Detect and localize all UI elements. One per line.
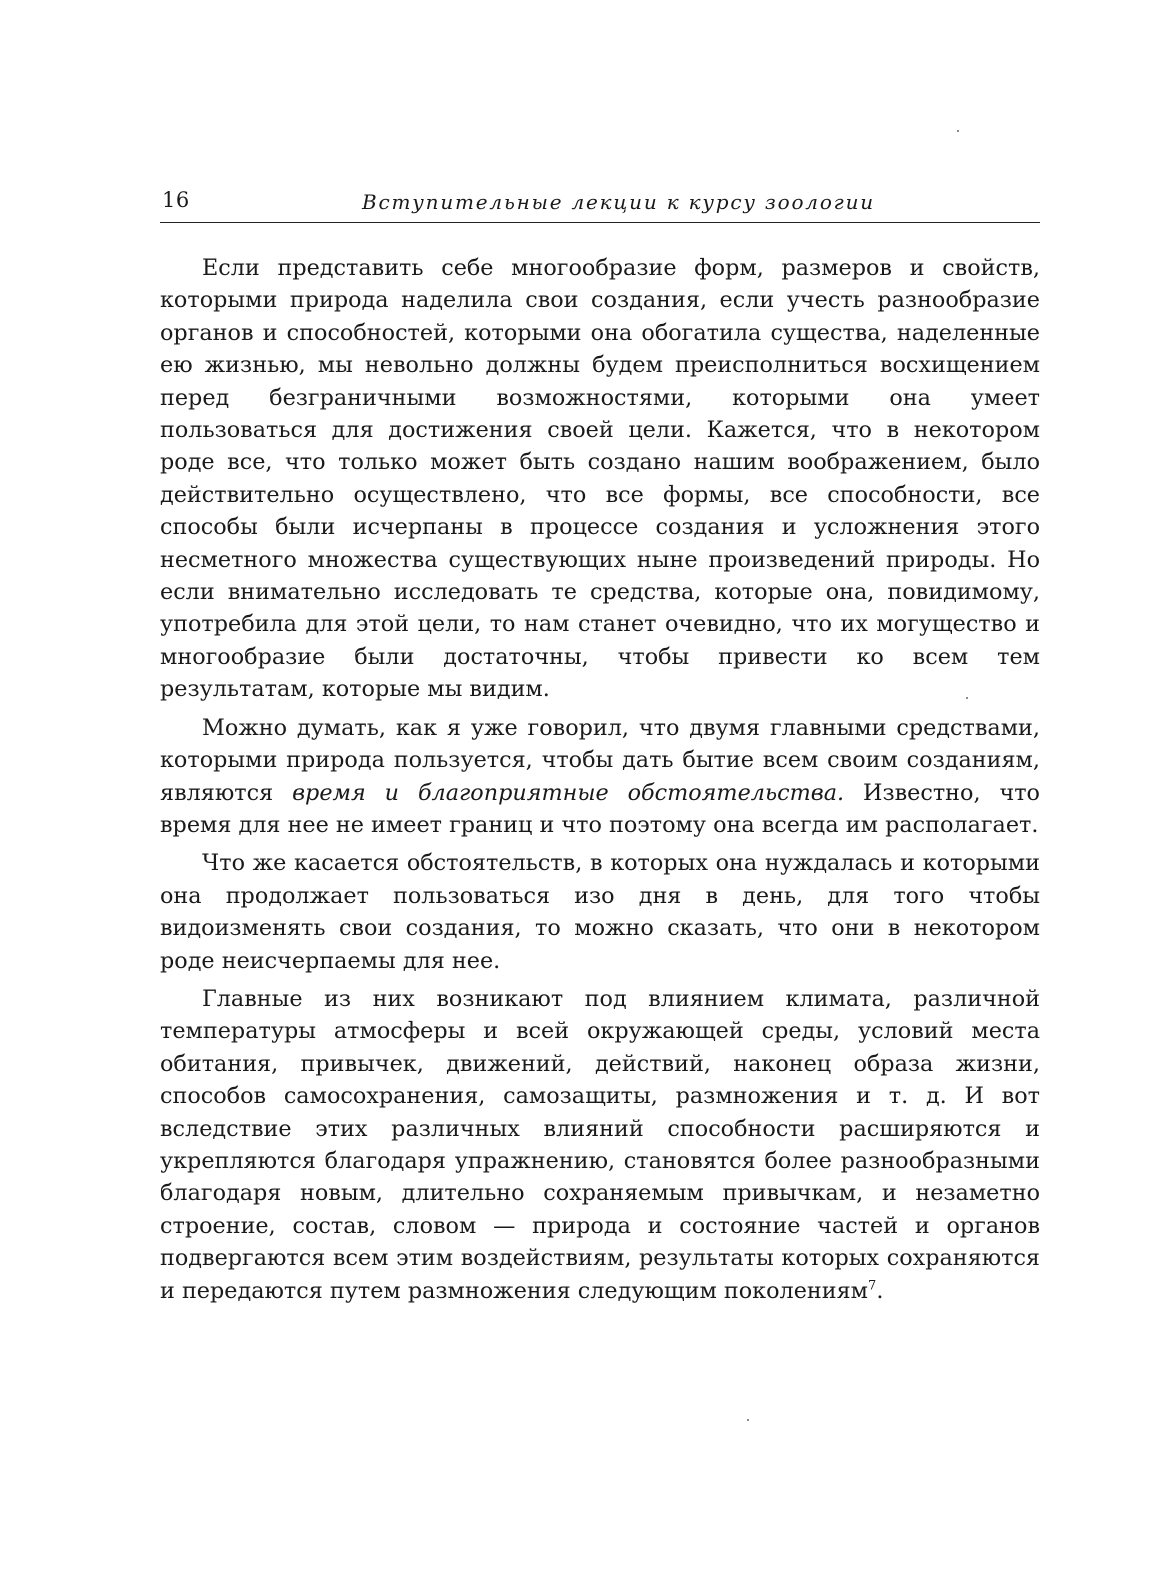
paragraph-text: Можно думать, как я уже говорил, что двумя главными средствами, которыми природа пользуется, чтобы дать бытие всем своим созданиям, являются — [160, 714, 1040, 806]
paragraph: Если представить себе многообразие форм, размеров и свойств, которыми природа наделила свои создания, если учесть разнообразие органов и способностей, которыми она обогатила существа, наделенные ею жизнью, мы невольно должны будем преисполниться восхищением перед безграничными возможностями, которыми она умеет пользоваться для достижения своей цели. Кажется, что в некотором роде все, что только может быть создано нашим воображением, было действительно осуществлено, что все формы, все способности, все способы были исчерпаны в процессе создания и усложнения этого несметного множества существующих ныне произведений природы. Но если внимательно исследовать те средства, которые она, повидимому, употребила для этой цели, то нам станет очевидно, что их могущество и многообразие были достаточны, чтобы привести ко всем тем результатам, которые мы видим. — [160, 255, 1040, 703]
emphasized-phrase: время и благоприятные обстоятельства. — [292, 779, 845, 806]
paragraph-text: Известно, что время для нее не имеет границ и что поэтому она всегда им располагает. — [160, 779, 1040, 838]
scan-speck — [957, 130, 959, 132]
scan-speck — [747, 1419, 749, 1421]
paragraph-text: Главные из них возникают под влиянием климата, различной температуры атмосферы и всей окружающей среды, условий места обитания, привычек, движений, действий, наконец образа жизни, способов самосохранения, самозащиты, размножения и т. д. И вот вследствие этих различных влияний способности расширяются и укрепляются благодаря упражнению, становятся более разнообразными благодаря новым, длительно сохраняемым привычкам, и незаметно строение, состав, словом — природа и состояние частей и органов подвергаются всем этим воздействиям, результаты которых сохраняются и передаются путем размножения следующим поколениям — [160, 985, 1040, 1304]
running-title: Вступительные лекции к курсу зоологии — [362, 190, 875, 214]
body-text — [160, 252, 1040, 1313]
running-head — [160, 188, 1040, 223]
page-number: 16 — [162, 188, 190, 212]
scan-speck — [966, 697, 968, 699]
paragraph — [160, 712, 1040, 842]
footnote-ref: 7 — [868, 1278, 877, 1294]
paragraph-end: . — [876, 1277, 884, 1304]
paragraph: Что же касается обстоятельств, в которых она нуждалась и которыми она продолжает пользоваться изо дня в день, для того чтобы видоизменять свои создания, то можно сказать, что они в некотором роде неисчерпаемы для нее. — [160, 850, 1040, 974]
paragraph — [160, 983, 1040, 1307]
